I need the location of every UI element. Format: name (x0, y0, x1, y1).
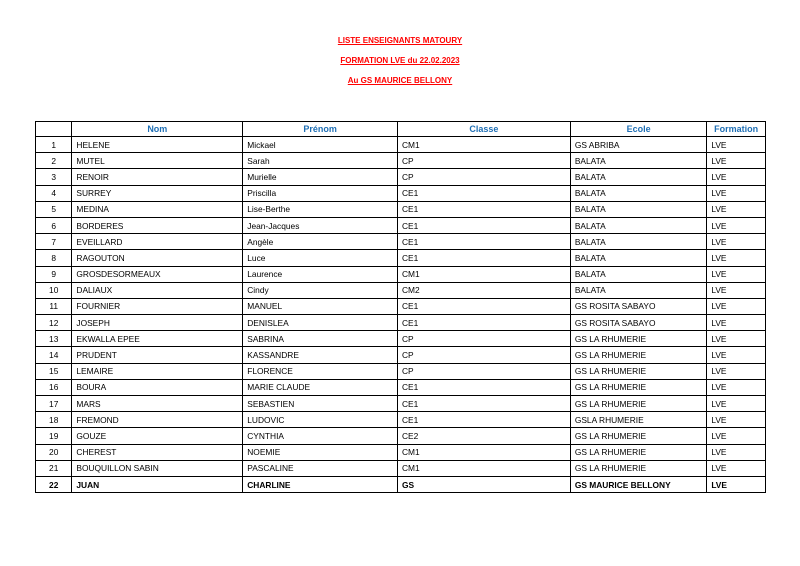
nom-cell: GROSDESORMEAUX (72, 266, 243, 282)
formation-cell: LVE (707, 234, 766, 250)
table-row (36, 137, 766, 153)
column-header-prenom: Prénom (243, 122, 398, 137)
column-header-formation: Formation (707, 122, 766, 137)
formation-cell: LVE (707, 153, 766, 169)
formation-cell: LVE (707, 428, 766, 444)
nom-cell: GOUZE (72, 428, 243, 444)
table-header-row (36, 122, 766, 137)
table-row (36, 444, 766, 460)
row-number: 20 (36, 444, 72, 460)
row-number: 22 (36, 476, 72, 492)
table-row (36, 298, 766, 314)
classe-cell: CP (397, 153, 570, 169)
ecole-cell: BALATA (570, 153, 706, 169)
table-row (36, 412, 766, 428)
nom-cell: MEDINA (72, 201, 243, 217)
prenom-cell: Lise-Berthe (243, 201, 398, 217)
nom-cell: SURREY (72, 185, 243, 201)
row-number: 11 (36, 298, 72, 314)
table-row (36, 460, 766, 476)
classe-cell: CP (397, 169, 570, 185)
formation-cell: LVE (707, 266, 766, 282)
nom-cell: CHEREST (72, 444, 243, 460)
prenom-cell: SABRINA (243, 331, 398, 347)
classe-cell: CE1 (397, 201, 570, 217)
table-row (36, 185, 766, 201)
ecole-cell: GS LA RHUMERIE (570, 460, 706, 476)
nom-cell: RENOIR (72, 169, 243, 185)
ecole-cell: GS LA RHUMERIE (570, 379, 706, 395)
classe-cell: CE1 (397, 234, 570, 250)
row-number: 14 (36, 347, 72, 363)
classe-cell: CM2 (397, 282, 570, 298)
row-number: 7 (36, 234, 72, 250)
row-number: 18 (36, 412, 72, 428)
document-subtitle-formation: FORMATION LVE du 22.02.2023 (340, 56, 460, 65)
row-number: 16 (36, 379, 72, 395)
document-subtitle-location: Au GS MAURICE BELLONY (347, 76, 453, 85)
nom-cell: FREMOND (72, 412, 243, 428)
document-title-block (0, 35, 800, 95)
formation-cell: LVE (707, 331, 766, 347)
classe-cell: CP (397, 363, 570, 379)
formation-cell: LVE (707, 185, 766, 201)
prenom-cell: Priscilla (243, 185, 398, 201)
row-number: 9 (36, 266, 72, 282)
prenom-cell: Laurence (243, 266, 398, 282)
prenom-cell: PASCALINE (243, 460, 398, 476)
formation-cell: LVE (707, 412, 766, 428)
formation-cell: LVE (707, 169, 766, 185)
ecole-cell: BALATA (570, 282, 706, 298)
nom-cell: BORDERES (72, 217, 243, 233)
classe-cell: CE1 (397, 250, 570, 266)
formation-cell: LVE (707, 460, 766, 476)
nom-cell: MUTEL (72, 153, 243, 169)
table-body (36, 137, 766, 493)
ecole-cell: GS LA RHUMERIE (570, 331, 706, 347)
row-number: 13 (36, 331, 72, 347)
classe-cell: CE1 (397, 315, 570, 331)
prenom-cell: DENISLEA (243, 315, 398, 331)
table-row (36, 250, 766, 266)
teachers-table (35, 121, 766, 493)
formation-cell: LVE (707, 363, 766, 379)
classe-cell: CM1 (397, 460, 570, 476)
table-row (36, 217, 766, 233)
classe-cell: CE1 (397, 298, 570, 314)
prenom-cell: MANUEL (243, 298, 398, 314)
row-number: 15 (36, 363, 72, 379)
formation-cell: LVE (707, 250, 766, 266)
table-row (36, 234, 766, 250)
document-title: LISTE ENSEIGNANTS MATOURY (337, 36, 463, 45)
row-number: 3 (36, 169, 72, 185)
prenom-cell: CYNTHIA (243, 428, 398, 444)
classe-cell: CE1 (397, 396, 570, 412)
row-number: 1 (36, 137, 72, 153)
column-header-nom: Nom (72, 122, 243, 137)
formation-cell: LVE (707, 315, 766, 331)
prenom-cell: Angèle (243, 234, 398, 250)
table-row (36, 363, 766, 379)
table-row (36, 428, 766, 444)
prenom-cell: LUDOVIC (243, 412, 398, 428)
nom-cell: DALIAUX (72, 282, 243, 298)
prenom-cell: KASSANDRE (243, 347, 398, 363)
nom-cell: EKWALLA EPEE (72, 331, 243, 347)
formation-cell: LVE (707, 476, 766, 492)
row-number: 19 (36, 428, 72, 444)
ecole-cell: BALATA (570, 185, 706, 201)
table-row (36, 379, 766, 395)
nom-cell: JUAN (72, 476, 243, 492)
ecole-cell: GS ROSITA SABAYO (570, 315, 706, 331)
nom-cell: BOUQUILLON SABIN (72, 460, 243, 476)
classe-cell: CE1 (397, 412, 570, 428)
prenom-cell: Mickael (243, 137, 398, 153)
classe-cell: CE1 (397, 379, 570, 395)
row-number: 4 (36, 185, 72, 201)
table-row (36, 153, 766, 169)
ecole-cell: GS ROSITA SABAYO (570, 298, 706, 314)
prenom-cell: MARIE CLAUDE (243, 379, 398, 395)
classe-cell: CE1 (397, 217, 570, 233)
formation-cell: LVE (707, 396, 766, 412)
formation-cell: LVE (707, 282, 766, 298)
nom-cell: EVEILLARD (72, 234, 243, 250)
table-row (36, 201, 766, 217)
nom-cell: HELENE (72, 137, 243, 153)
ecole-cell: GS ABRIBA (570, 137, 706, 153)
table-row (36, 347, 766, 363)
classe-cell: CM1 (397, 266, 570, 282)
ecole-cell: GS LA RHUMERIE (570, 347, 706, 363)
ecole-cell: GSLA RHUMERIE (570, 412, 706, 428)
row-number: 17 (36, 396, 72, 412)
table-row (36, 396, 766, 412)
formation-cell: LVE (707, 201, 766, 217)
nom-cell: MARS (72, 396, 243, 412)
ecole-cell: GS MAURICE BELLONY (570, 476, 706, 492)
table-row (36, 331, 766, 347)
table-row (36, 476, 766, 492)
nom-cell: RAGOUTON (72, 250, 243, 266)
ecole-cell: BALATA (570, 250, 706, 266)
classe-cell: GS (397, 476, 570, 492)
classe-cell: CM1 (397, 444, 570, 460)
formation-cell: LVE (707, 444, 766, 460)
column-header-ecole: Ecole (570, 122, 706, 137)
column-header-classe: Classe (397, 122, 570, 137)
ecole-cell: GS LA RHUMERIE (570, 428, 706, 444)
prenom-cell: Sarah (243, 153, 398, 169)
ecole-cell: GS LA RHUMERIE (570, 396, 706, 412)
classe-cell: CE2 (397, 428, 570, 444)
prenom-cell: Murielle (243, 169, 398, 185)
formation-cell: LVE (707, 137, 766, 153)
row-number: 21 (36, 460, 72, 476)
formation-cell: LVE (707, 379, 766, 395)
prenom-cell: SEBASTIEN (243, 396, 398, 412)
prenom-cell: Cindy (243, 282, 398, 298)
table-row (36, 315, 766, 331)
classe-cell: CM1 (397, 137, 570, 153)
row-number: 6 (36, 217, 72, 233)
formation-cell: LVE (707, 347, 766, 363)
table-row (36, 266, 766, 282)
prenom-cell: CHARLINE (243, 476, 398, 492)
nom-cell: PRUDENT (72, 347, 243, 363)
nom-cell: BOURA (72, 379, 243, 395)
ecole-cell: BALATA (570, 217, 706, 233)
formation-cell: LVE (707, 298, 766, 314)
prenom-cell: Luce (243, 250, 398, 266)
table-row (36, 282, 766, 298)
nom-cell: LEMAIRE (72, 363, 243, 379)
nom-cell: JOSEPH (72, 315, 243, 331)
formation-cell: LVE (707, 217, 766, 233)
ecole-cell: BALATA (570, 266, 706, 282)
prenom-cell: FLORENCE (243, 363, 398, 379)
row-number: 2 (36, 153, 72, 169)
prenom-cell: NOEMIE (243, 444, 398, 460)
classe-cell: CP (397, 347, 570, 363)
classe-cell: CP (397, 331, 570, 347)
ecole-cell: BALATA (570, 169, 706, 185)
ecole-cell: BALATA (570, 201, 706, 217)
nom-cell: FOURNIER (72, 298, 243, 314)
table-row (36, 169, 766, 185)
row-number: 12 (36, 315, 72, 331)
row-number: 10 (36, 282, 72, 298)
row-number: 8 (36, 250, 72, 266)
ecole-cell: BALATA (570, 234, 706, 250)
ecole-cell: GS LA RHUMERIE (570, 444, 706, 460)
classe-cell: CE1 (397, 185, 570, 201)
row-number: 5 (36, 201, 72, 217)
ecole-cell: GS LA RHUMERIE (570, 363, 706, 379)
prenom-cell: Jean-Jacques (243, 217, 398, 233)
column-header-number (36, 122, 72, 137)
